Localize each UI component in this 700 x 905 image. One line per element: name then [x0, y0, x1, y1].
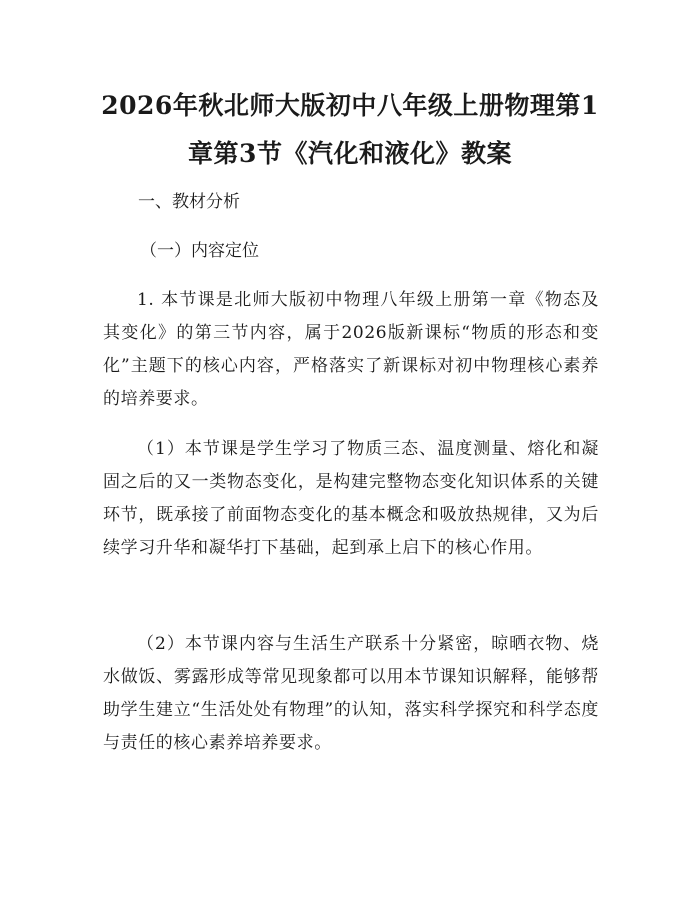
document-title: 2026年秋北师大版初中八年级上册物理第1章第3节《汽化和液化》教案	[101, 91, 599, 168]
subsection-heading: （一）内容定位	[140, 241, 259, 261]
paragraph-life-connection: （2）本节课内容与生活生产联系十分紧密，晾晒衣物、烧水做饭、雾露形成等常见现象都可以用本节课知识解释，能够帮助学生建立“生活处处有物理”的认知，落实科学探究和科学态度与责任的核心素养培养要求。	[103, 634, 599, 753]
paragraph-knowledge-connection: （1）本节课是学生学习了物质三态、温度测量、熔化和凝固之后的又一类物态变化，是构建完整物态变化知识体系的关键环节，既承接了前面物态变化的基本概念和吸放热规律，又为后续学习升华和凝华打下基础，起到承上启下的核心作用。	[103, 439, 599, 558]
paragraph-content-positioning: 1. 本节课是北师大版初中物理八年级上册第一章《物态及其变化》的第三节内容，属于2026版新课标“物质的形态和变化”主题下的核心内容，严格落实了新课标对初中物理核心素养的培养要求。	[103, 290, 599, 409]
section-heading: 一、教材分析	[138, 192, 240, 212]
